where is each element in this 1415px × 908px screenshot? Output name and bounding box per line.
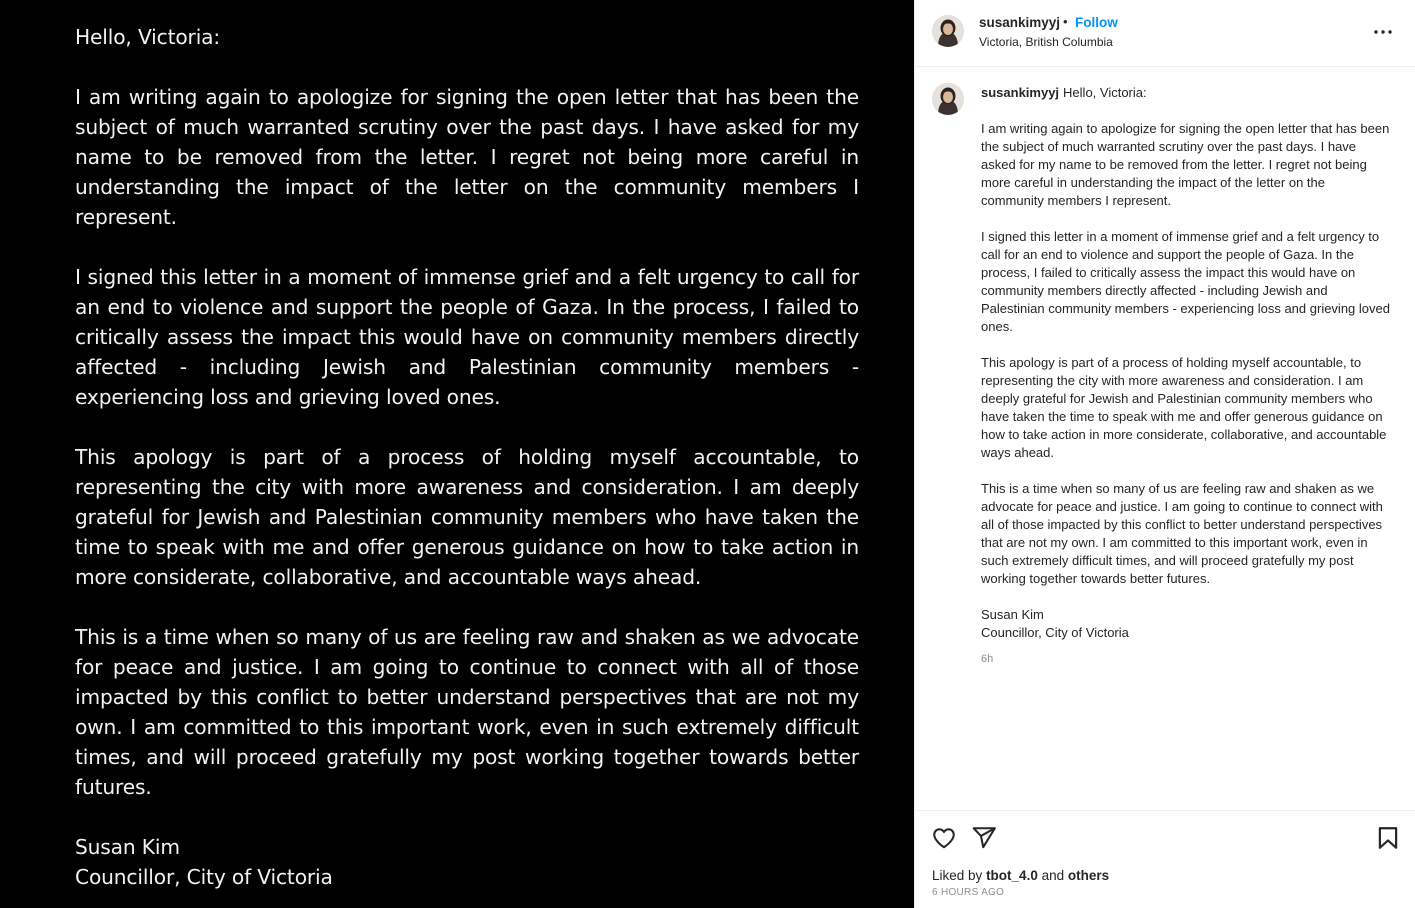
header-location[interactable]: Victoria, British Columbia xyxy=(979,35,1113,49)
caption-paragraph-1: I am writing again to apologize for signing the open letter that has been the subject of much warranted scrutiny over the past days. I have asked for my name to be removed from the letter. I regret not being more careful in understanding the impact of the letter on the community members I represent. xyxy=(981,121,1390,208)
letter-paragraph-2: I signed this letter in a moment of immense grief and a felt urgency to call for an end to violence and support the people of Gaza. In the process, I failed to critically assess the impact this would have on community members directly affected - including Jewish and Palestinian community members - experiencing loss and grieving loved ones. xyxy=(75,265,859,409)
caption-paragraph-2: I signed this letter in a moment of immense grief and a felt urgency to call for an end to violence and support the people of Gaza. In the process, I failed to critically assess the impact this would have on community members directly affected - including Jewish and Palestinian community members - experiencing loss and grieving loved ones. xyxy=(981,229,1390,334)
header-username[interactable]: susankimyyj xyxy=(979,15,1061,30)
avatar-image xyxy=(932,15,964,47)
caption-signature xyxy=(981,606,1391,642)
caption-greeting: Hello, Victoria: xyxy=(1063,85,1147,100)
caption-signature-title: Councillor, City of Victoria xyxy=(981,625,1129,640)
heart-icon[interactable] xyxy=(931,825,957,851)
post-header xyxy=(915,0,1415,67)
follow-button[interactable]: Follow xyxy=(1075,15,1118,30)
post-timestamp[interactable]: 6 HOURS AGO xyxy=(932,887,1005,898)
caption-area xyxy=(915,67,1415,810)
liked-by-text xyxy=(932,868,1109,883)
caption-text xyxy=(981,84,1391,668)
avatar[interactable] xyxy=(932,83,964,115)
letter-paragraph-3: This apology is part of a process of holding myself accountable, to representing the city with more awareness and consideration. I am deeply grateful for Jewish and Palestinian community members who have taken the time to speak with me and offer generous guidance on how to take action in more considerate, collaborative, and accountable ways ahead. xyxy=(75,445,859,589)
more-horizontal-icon[interactable] xyxy=(1371,22,1395,42)
letter-image-text xyxy=(75,22,859,892)
caption-paragraph-3: This apology is part of a process of holding myself accountable, to representing the city with more awareness and consideration. I am deeply grateful for Jewish and Palestinian community members who have taken the time to speak with me and offer generous guidance on how to take action in more considerate, collaborative, and accountable ways ahead. xyxy=(981,355,1387,460)
post-sidebar xyxy=(914,0,1415,908)
post-actions xyxy=(915,810,1415,908)
liked-others-link[interactable]: others xyxy=(1067,868,1110,883)
liked-by-user-link[interactable]: tbot_4.0 xyxy=(986,868,1038,883)
letter-signature-name: Susan Kim xyxy=(75,835,180,859)
caption-paragraph-4: This is a time when so many of us are feeling raw and shaken as we advocate for peace and justice. I am going to continue to connect with all of those impacted by this conflict to better understand perspectives that are not my own. I am committed to this important work, even in such extremely difficult times, and will proceed gratefully my post working together towards better futures. xyxy=(981,481,1383,586)
avatar[interactable] xyxy=(932,15,964,47)
letter-signature-title: Councillor, City of Victoria xyxy=(75,865,333,889)
liked-and: and xyxy=(1041,868,1065,883)
caption-signature-name: Susan Kim xyxy=(981,607,1044,622)
caption-username[interactable]: susankimyyj xyxy=(981,85,1060,100)
liked-prefix: Liked by xyxy=(932,868,983,883)
letter-greeting: Hello, Victoria: xyxy=(75,25,221,49)
paper-plane-icon[interactable] xyxy=(971,825,997,851)
header-separator: • xyxy=(1063,14,1068,29)
letter-paragraph-4: This is a time when so many of us are feeling raw and shaken as we advocate for peace and justice. I am going to continue to connect with all of those impacted by this conflict to better understand perspectives that are not my own. I am committed to this important work, even in such extremely difficult times, and will proceed gratefully my post working together towards better futures. xyxy=(75,625,859,799)
letter-paragraph-1: I am writing again to apologize for signing the open letter that has been the subject of much warranted scrutiny over the past days. I have asked for my name to be removed from the letter. I regret not being more careful in understanding the impact of the letter on the community members I represent. xyxy=(75,85,859,229)
letter-signature xyxy=(75,832,859,892)
avatar-image xyxy=(932,83,964,115)
caption-timestamp[interactable]: 6h xyxy=(981,653,994,665)
bookmark-icon[interactable] xyxy=(1375,825,1401,851)
caption-first-line xyxy=(981,84,1391,102)
